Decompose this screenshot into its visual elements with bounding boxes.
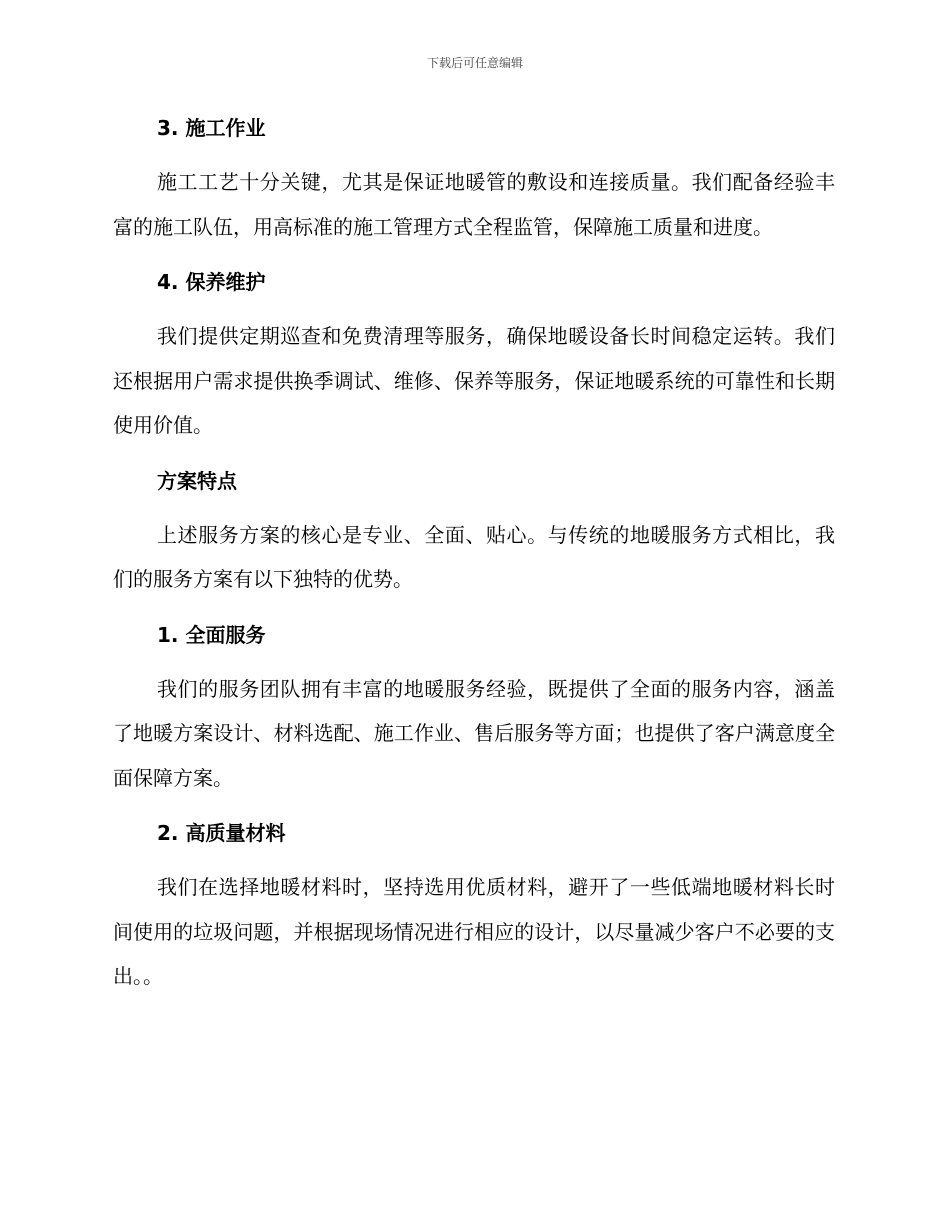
- document-body: [113, 108, 835, 1012]
- section-heading-construction: [113, 108, 835, 148]
- section-paragraph: 施工工艺十分关键，尤其是保证地暖管的敷设和连接质量。我们配备经验丰富的施工队伍，用高标准的施工管理方式全程监管，保障施工质量和进度。: [113, 170, 835, 239]
- section-paragraph: 我们的服务团队拥有丰富的地暖服务经验，既提供了全面的服务内容，涵盖了地暖方案设计、材料选配、施工作业、售后服务等方面；也提供了客户满意度全面保障方案。: [113, 676, 835, 790]
- section-heading: 方案特点: [157, 468, 237, 493]
- section-heading-maintenance: [113, 262, 835, 302]
- section-heading: 2. 高质量材料: [157, 821, 286, 845]
- section-heading: 1. 全面服务: [157, 622, 266, 647]
- section-heading: 3. 施工作业: [157, 116, 266, 140]
- section-paragraph: 上述服务方案的核心是专业、全面、贴心。与传统的地暖服务方式相比，我们的服务方案有以下独特的优势。: [113, 522, 835, 591]
- section-heading: 4. 保养维护: [157, 270, 266, 294]
- section-heading-quality-materials: [113, 813, 835, 853]
- section-heading-features: [113, 461, 835, 501]
- page-header-note: 下载后可任意编辑: [426, 56, 523, 70]
- section-paragraph: 我们在选择地暖材料时，坚持选用优质材料，避开了一些低端地暖材料长时间使用的垃圾问题，并根据现场情况进行相应的设计，以尽量减少客户不必要的支出。。: [113, 875, 835, 988]
- section-heading-full-service: [113, 615, 835, 655]
- section-paragraph: 我们提供定期巡查和免费清理等服务，确保地暖设备长时间稳定运转。我们还根据用户需求提供换季调试、维修、保养等服务，保证地暖系统的可靠性和长期使用价值。: [113, 324, 835, 437]
